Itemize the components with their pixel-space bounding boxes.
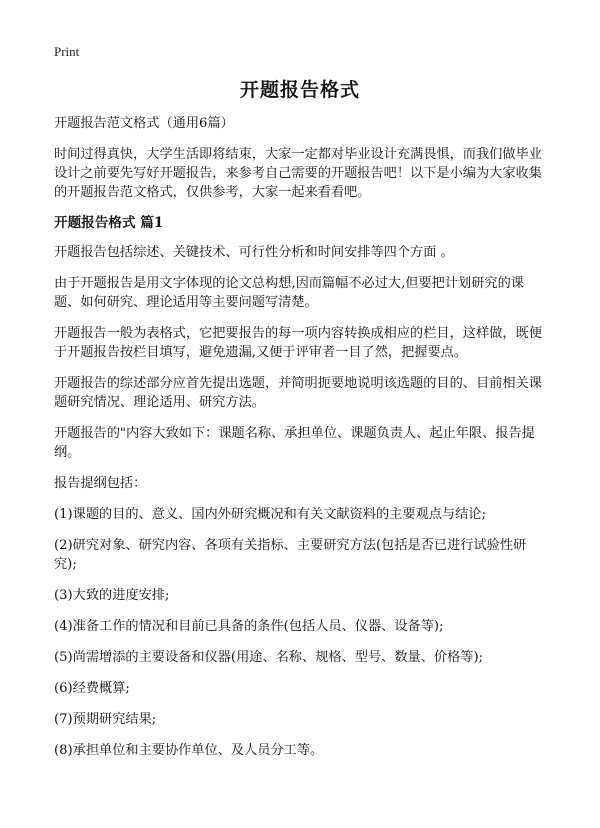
outline-item: (2)研究对象、研究内容、各项有关指标、主要研究方法(包括是否已进行试验性研究); <box>54 538 527 572</box>
outline-item: (4)准备工作的情况和目前已具备的条件(包括人员、仪器、设备等); <box>54 619 444 634</box>
body-paragraph: 开题报告包括综述、关键技术、可行性分析和时间安排等四个方面 。 <box>54 245 454 260</box>
outline-item: (1)课题的目的、意义、国内外研究概况和有关文献资料的主要观点与结论; <box>54 507 486 522</box>
body-paragraph: 开题报告一般为表格式，它把要报告的每一项内容转换成相应的栏目，这样做，既便于开题报告按栏目填写，避免遗漏,又便于评审者一目了然，把握要点。 <box>54 326 542 360</box>
section-heading: 开题报告格式 篇1 <box>54 215 164 231</box>
body-paragraph: 开题报告的"内容大致如下：课题名称、承担单位、课题负责人、起止年限、报告提纲。 <box>54 426 535 460</box>
document-title: 开题报告格式 <box>239 79 360 101</box>
outline-intro: 报告提纲包括： <box>54 476 147 491</box>
document-subtitle: 开题报告范文格式（通用6篇） <box>54 116 234 131</box>
outline-item: (3)大致的进度安排; <box>54 588 170 603</box>
outline-item: (8)承担单位和主要协作单位、及人员分工等。 <box>54 743 324 758</box>
body-paragraph: 开题报告的综述部分应首先提出选题，并简明扼要地说明该选题的目的、目前相关课题研究情况、理论适用、研究方法。 <box>54 376 542 410</box>
outline-item: (7)预期研究结果; <box>54 712 157 727</box>
outline-item: (6)经费概算; <box>54 681 130 696</box>
intro-paragraph: 时间过得真快，大学生活即将结束，大家一定都对毕业设计充满畏惧，而我们做毕业设计之前要先写好开题报告，来参考自己需要的开题报告吧！以下是小编为大家收集的开题报告范文格式，仅供参考，大家一起来看看吧。 <box>54 147 542 200</box>
print-label: Print <box>54 44 80 59</box>
outline-item: (5)尚需增添的主要设备和仪器(用途、名称、规格、型号、数量、价格等); <box>54 650 484 665</box>
body-paragraph: 由于开题报告是用文字体现的论文总构想,因而篇幅不必过大,但要把计划研究的课题、如何研究、理论适用等主要问题写清楚。 <box>54 276 524 310</box>
